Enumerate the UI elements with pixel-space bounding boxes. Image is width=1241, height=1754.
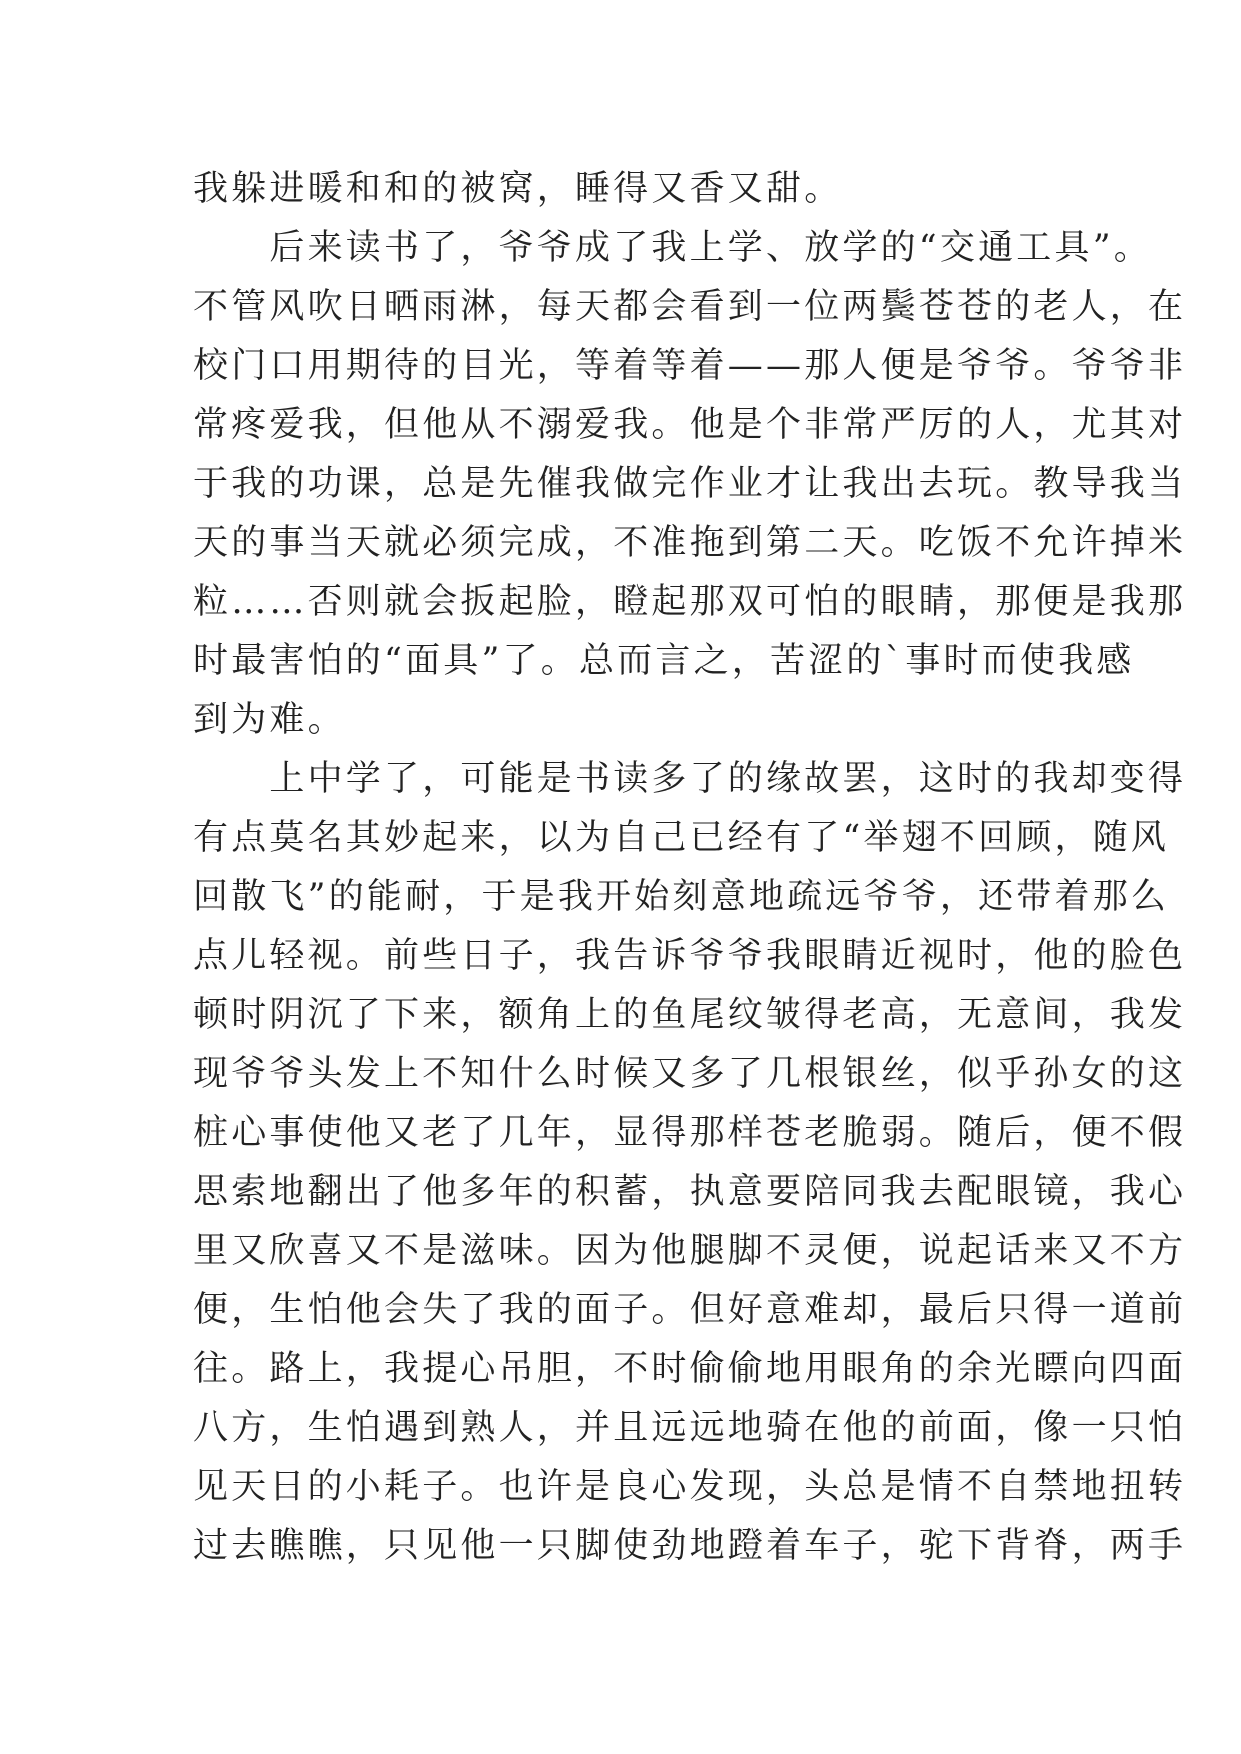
text-line: 过去瞧瞧，只见他一只脚使劲地蹬着车子，驼下背脊，两手 [193, 1526, 1187, 1566]
text-line: 上中学了，可能是书读多了的缘故罢，这时的我却变得 [193, 759, 1187, 799]
text-line: 常疼爱我，但他从不溺爱我。他是个非常严厉的人，尤其对 [193, 405, 1187, 445]
text-line: 点儿轻视。前些日子，我告诉爷爷我眼睛近视时，他的脸色 [193, 936, 1187, 976]
text-line: 便，生怕他会失了我的面子。但好意难却，最后只得一道前 [193, 1290, 1187, 1330]
text-line: 天的事当天就必须完成，不准拖到第二天。吃饭不允许掉米 [193, 523, 1187, 563]
text-line: 顿时阴沉了下来，额角上的鱼尾纹皱得老高，无意间，我发 [193, 995, 1187, 1035]
text-line: 桩心事使他又老了几年，显得那样苍老脆弱。随后，便不假 [193, 1113, 1187, 1153]
text-line: 校门口用期待的目光，等着等着——那人便是爷爷。爷爷非 [193, 346, 1187, 386]
text-line: 现爷爷头发上不知什么时候又多了几根银丝，似乎孙女的这 [193, 1054, 1187, 1094]
text-line: 八方，生怕遇到熟人，并且远远地骑在他的前面，像一只怕 [193, 1408, 1187, 1448]
text-line: 时最害怕的“面具”了。总而言之，苦涩的`事时而使我感 [193, 641, 1135, 681]
text-line: 见天日的小耗子。也许是良心发现，头总是情不自禁地扭转 [193, 1467, 1187, 1507]
text-line: 里又欣喜又不是滋味。因为他腿脚不灵便，说起话来又不方 [193, 1231, 1187, 1271]
text-line: 我躲进暖和和的被窝，睡得又香又甜。 [193, 169, 843, 209]
text-line: 往。路上，我提心吊胆，不时偷偷地用眼角的余光瞟向四面 [193, 1349, 1187, 1389]
text-line: 到为难。 [193, 700, 346, 740]
text-line: 思索地翻出了他多年的积蓄，执意要陪同我去配眼镜，我心 [193, 1172, 1187, 1212]
text-line: 回散飞”的能耐，于是我开始刻意地疏远爷爷，还带着那么 [193, 877, 1170, 917]
text-line: 于我的功课，总是先催我做完作业才让我出去玩。教导我当 [193, 464, 1187, 504]
text-line: 后来读书了，爷爷成了我上学、放学的“交通工具”。 [193, 228, 1152, 268]
text-line: 有点莫名其妙起来，以为自己已经有了“举翅不回顾，随风 [193, 818, 1170, 858]
text-line: 粒……否则就会扳起脸，瞪起那双可怕的眼睛，那便是我那 [193, 582, 1187, 622]
text-line: 不管风吹日晒雨淋，每天都会看到一位两鬓苍苍的老人，在 [193, 287, 1187, 327]
